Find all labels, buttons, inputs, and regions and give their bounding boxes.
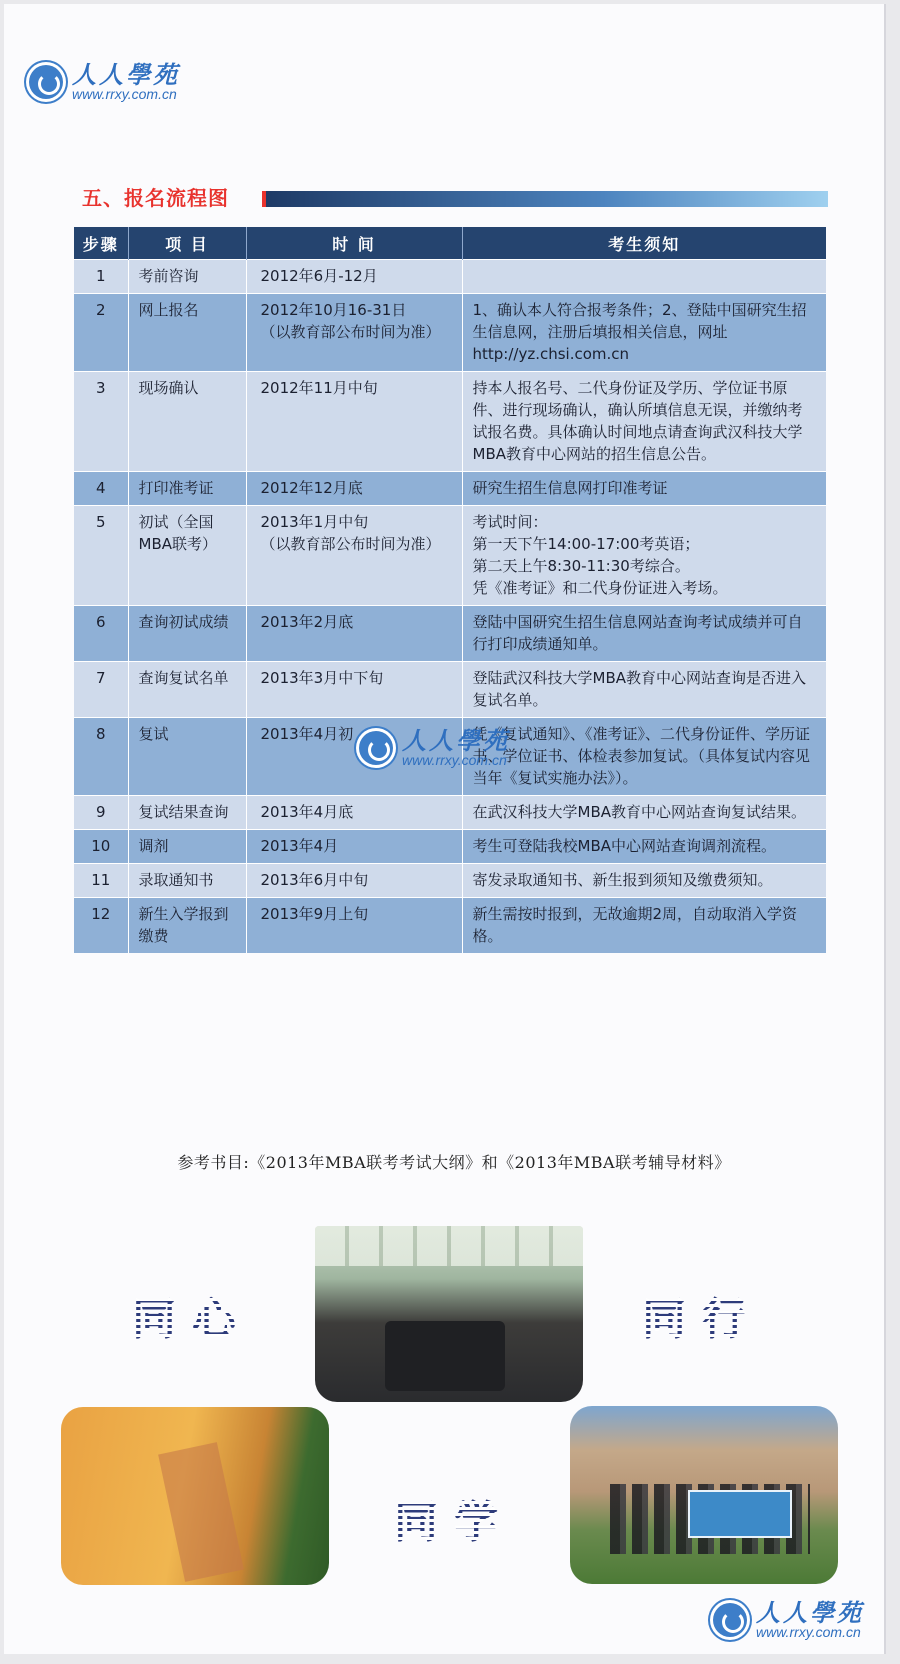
cell-time: 2013年4月初	[246, 718, 462, 796]
heading-decor-bar	[262, 191, 828, 207]
table-row	[74, 372, 826, 472]
cell-note: 持本人报名号、二代身份证及学历、学位证书原件、进行现场确认，确认所填信息无误，并缴纳考试报名费。具体确认时间地点请查询武汉科技大学MBA教育中心网站的招生信息公告。	[462, 372, 826, 472]
cell-note: 新生需按时报到，无故逾期2周，自动取消入学资格。	[462, 898, 826, 954]
watermark-text: 人人學苑	[756, 1598, 864, 1628]
cell-note: 凭《复试通知》、《准考证》、二代身份证件、学历证书、学位证书、体检表参加复试。（具体复试内容见当年《复试实施办法》）。	[462, 718, 826, 796]
cell-step: 9	[74, 796, 128, 830]
table-row	[74, 662, 826, 718]
cell-note: 登陆中国研究生招生信息网站查询考试成绩并可自行打印成绩通知单。	[462, 606, 826, 662]
watermark-text: 人人學苑	[402, 726, 510, 756]
watermark-text: 人人學苑	[72, 60, 180, 90]
cell-item: 查询初试成绩	[128, 606, 246, 662]
cell-note	[462, 260, 826, 294]
cell-time: 2013年6月中旬	[246, 864, 462, 898]
table-header-row	[74, 227, 826, 260]
table-body	[74, 260, 826, 954]
registration-flow-table	[74, 227, 826, 953]
col-header-item: 项 目	[128, 227, 246, 260]
photo-group	[570, 1406, 838, 1584]
watermark-seal-icon	[356, 728, 396, 768]
watermark-url: www.rrxy.com.cn	[402, 752, 507, 769]
table-row	[74, 830, 826, 864]
cell-time: 2013年2月底	[246, 606, 462, 662]
watermark-seal-icon	[26, 62, 66, 102]
brochure-page	[4, 4, 886, 1654]
table-row	[74, 472, 826, 506]
watermark-url: www.rrxy.com.cn	[72, 86, 177, 103]
table-row	[74, 796, 826, 830]
cell-item: 现场确认	[128, 372, 246, 472]
cell-item: 初试（全国 MBA联考）	[128, 506, 246, 606]
cell-time: 2013年4月底	[246, 796, 462, 830]
table-row	[74, 606, 826, 662]
photo-meeting	[315, 1226, 583, 1402]
photo-teamwork	[61, 1407, 329, 1585]
section-heading	[82, 182, 229, 211]
table-row	[74, 506, 826, 606]
table-row	[74, 864, 826, 898]
cell-step: 11	[74, 864, 128, 898]
cell-time: 2012年12月底	[246, 472, 462, 506]
cell-time: 2013年4月	[246, 830, 462, 864]
table-row	[74, 898, 826, 954]
cell-step: 1	[74, 260, 128, 294]
cell-item: 打印准考证	[128, 472, 246, 506]
cell-item: 考前咨询	[128, 260, 246, 294]
cell-step: 10	[74, 830, 128, 864]
cell-note: 考试时间： 第一天下午14:00-17:00考英语； 第二天上午8:30-11:30考综合。 凭《准考证》和二代身份证进入考场。	[462, 506, 826, 606]
watermark-center	[356, 728, 510, 768]
cell-step: 7	[74, 662, 128, 718]
watermark-url: www.rrxy.com.cn	[756, 1624, 861, 1641]
cell-time: 2013年3月中下旬	[246, 662, 462, 718]
slogan-tongxue: 同学	[394, 1486, 514, 1550]
cell-item: 查询复试名单	[128, 662, 246, 718]
cell-note: 登陆武汉科技大学MBA教育中心网站查询是否进入复试名单。	[462, 662, 826, 718]
cell-step: 12	[74, 898, 128, 954]
cell-step: 6	[74, 606, 128, 662]
cell-step: 8	[74, 718, 128, 796]
cell-item: 新生入学报到缴费	[128, 898, 246, 954]
cell-time: 2013年1月中旬 （以教育部公布时间为准）	[246, 506, 462, 606]
cell-note: 在武汉科技大学MBA教育中心网站查询复试结果。	[462, 796, 826, 830]
cell-item: 复试结果查询	[128, 796, 246, 830]
table-row	[74, 294, 826, 372]
cell-note: 研究生招生信息网打印准考证	[462, 472, 826, 506]
cell-time: 2012年11月中旬	[246, 372, 462, 472]
reference-books: 参考书目:《2013年MBA联考考试大纲》和《2013年MBA联考辅导材料》	[177, 1153, 731, 1172]
cell-step: 2	[74, 294, 128, 372]
cell-note: 寄发录取通知书、新生报到须知及缴费须知。	[462, 864, 826, 898]
cell-item: 网上报名	[128, 294, 246, 372]
watermark-top-left	[26, 62, 180, 102]
table-row	[74, 260, 826, 294]
cell-time: 2013年9月上旬	[246, 898, 462, 954]
cell-time: 2012年6月-12月	[246, 260, 462, 294]
cell-time: 2012年10月16-31日 （以教育部公布时间为准）	[246, 294, 462, 372]
cell-step: 3	[74, 372, 128, 472]
cell-item: 复试	[128, 718, 246, 796]
cell-step: 5	[74, 506, 128, 606]
section-title: 五、报名流程图	[82, 186, 229, 210]
col-header-time: 时 间	[246, 227, 462, 260]
cell-step: 4	[74, 472, 128, 506]
cell-note: 考生可登陆我校MBA中心网站查询调剂流程。	[462, 830, 826, 864]
watermark-seal-icon	[710, 1600, 750, 1640]
slogan-tongxing: 同行	[642, 1283, 762, 1347]
watermark-bottom-right	[710, 1600, 864, 1640]
col-header-step: 步骤	[74, 227, 128, 260]
cell-note: 1、确认本人符合报考条件；2、登陆中国研究生招生信息网，注册后填报相关信息，网址http://yz.chsi.com.cn	[462, 294, 826, 372]
cell-item: 录取通知书	[128, 864, 246, 898]
cell-item: 调剂	[128, 830, 246, 864]
slogan-tongxin: 同心	[132, 1283, 252, 1347]
col-header-note: 考生须知	[462, 227, 826, 260]
